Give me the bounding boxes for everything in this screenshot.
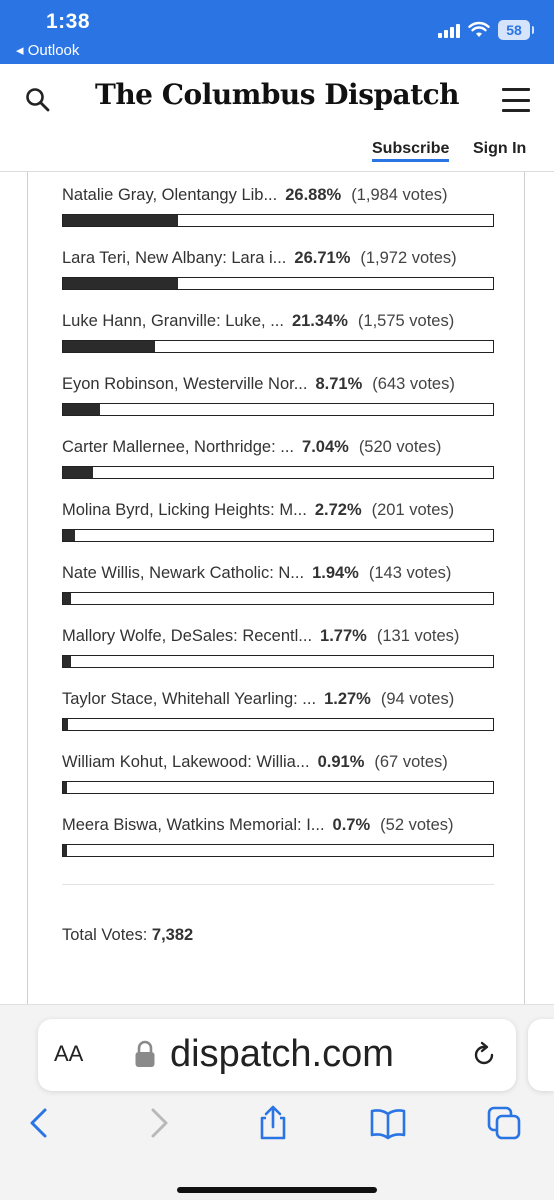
lock-icon bbox=[134, 1039, 156, 1069]
subscribe-link[interactable]: Subscribe bbox=[372, 140, 449, 162]
poll-option-votes: (1,575 votes) bbox=[357, 312, 455, 330]
poll-option-bar-fill bbox=[63, 656, 71, 667]
poll-option-name: Nate Willis, Newark Catholic: N... bbox=[62, 564, 305, 582]
poll-option-name: Lara Teri, New Albany: Lara i... bbox=[62, 249, 287, 267]
poll-option-percent: 8.71% bbox=[315, 375, 363, 393]
poll-option-bar bbox=[62, 529, 494, 542]
poll-option-name: Carter Mallernee, Northridge: ... bbox=[62, 438, 295, 456]
poll-option-line bbox=[62, 690, 494, 714]
total-votes-value: 7,382 bbox=[151, 926, 194, 944]
poll-option-votes: (52 votes) bbox=[380, 816, 454, 834]
total-votes bbox=[62, 926, 193, 945]
poll-option-votes: (201 votes) bbox=[371, 501, 455, 519]
poll-option-bar bbox=[62, 781, 494, 794]
poll-option-votes: (1,984 votes) bbox=[351, 186, 448, 204]
poll-option bbox=[62, 564, 494, 620]
poll-option-bar-fill bbox=[63, 341, 155, 352]
poll-option-bar-fill bbox=[63, 404, 100, 415]
poll-option-votes: (643 votes) bbox=[372, 375, 455, 393]
poll-option-bar-fill bbox=[63, 845, 67, 856]
url-text[interactable]: dispatch.com bbox=[170, 1033, 394, 1075]
poll-option-name: Eyon Robinson, Westerville Nor... bbox=[62, 375, 308, 393]
battery-icon: 58 bbox=[498, 20, 530, 40]
reader-options-button[interactable]: AA bbox=[54, 1041, 84, 1066]
next-tab-preview[interactable] bbox=[528, 1019, 554, 1091]
poll-option-line bbox=[62, 186, 494, 210]
sign-in-link[interactable]: Sign In bbox=[473, 140, 527, 157]
home-indicator bbox=[177, 1187, 377, 1193]
site-header bbox=[0, 64, 554, 172]
wifi-icon bbox=[468, 21, 490, 39]
poll-option-bar bbox=[62, 844, 494, 857]
poll-option-votes: (520 votes) bbox=[358, 438, 442, 456]
poll-option-bar-fill bbox=[63, 215, 178, 226]
browser-toolbar bbox=[0, 1004, 554, 1200]
cellular-signal-icon bbox=[438, 22, 460, 38]
poll-option-bar bbox=[62, 718, 494, 731]
poll-option-bar-fill bbox=[63, 719, 68, 730]
poll-option-percent: 1.77% bbox=[320, 627, 367, 645]
masthead-logo[interactable]: The Columbus Dispatch bbox=[94, 78, 460, 111]
poll-option-name: Molina Byrd, Licking Heights: M... bbox=[62, 501, 307, 519]
poll-option-line bbox=[62, 627, 494, 651]
address-bar[interactable] bbox=[38, 1019, 516, 1091]
poll-option-name: Taylor Stace, Whitehall Yearling: ... bbox=[62, 690, 317, 708]
poll-option-line bbox=[62, 753, 494, 777]
poll-option-votes: (1,972 votes) bbox=[360, 249, 457, 267]
poll-option-line bbox=[62, 375, 494, 399]
poll-option-percent: 1.94% bbox=[312, 564, 359, 582]
poll-option bbox=[62, 249, 494, 305]
poll-option-bar-fill bbox=[63, 593, 71, 604]
tabs-icon[interactable] bbox=[486, 1105, 522, 1141]
poll-option-name: William Kohut, Lakewood: Willia... bbox=[62, 753, 310, 771]
poll-option-percent: 21.34% bbox=[291, 312, 348, 330]
poll-option-line bbox=[62, 249, 494, 273]
status-time: 1:38 bbox=[46, 10, 91, 33]
poll-option-bar bbox=[62, 466, 494, 479]
poll-option-line bbox=[62, 312, 494, 336]
poll-option bbox=[62, 690, 494, 746]
poll-option bbox=[62, 375, 494, 431]
poll-option-line bbox=[62, 438, 494, 462]
poll-option-bar bbox=[62, 214, 494, 227]
poll-option bbox=[62, 501, 494, 557]
poll-option-percent: 1.27% bbox=[324, 690, 371, 708]
poll-option-percent: 0.91% bbox=[317, 753, 365, 771]
poll-option-percent: 7.04% bbox=[302, 438, 349, 456]
poll-option-percent: 26.88% bbox=[285, 186, 342, 204]
poll-option-votes: (143 votes) bbox=[368, 564, 452, 582]
poll-option bbox=[62, 753, 494, 809]
back-arrow-icon[interactable] bbox=[22, 1105, 58, 1141]
poll-option-votes: (131 votes) bbox=[376, 627, 460, 645]
forward-arrow-icon[interactable] bbox=[140, 1105, 176, 1141]
poll-option-name: Natalie Gray, Olentangy Lib... bbox=[62, 186, 278, 204]
divider bbox=[62, 884, 494, 885]
poll-option-percent: 2.72% bbox=[314, 501, 362, 519]
poll-option bbox=[62, 186, 494, 242]
poll-option-votes: (94 votes) bbox=[380, 690, 455, 708]
poll-option bbox=[62, 627, 494, 683]
hamburger-menu-icon[interactable] bbox=[502, 88, 530, 112]
poll-option-bar-fill bbox=[63, 530, 75, 541]
poll-option-bar bbox=[62, 592, 494, 605]
poll-option-name: Mallory Wolfe, DeSales: Recentl... bbox=[62, 627, 313, 645]
poll-option-bar-fill bbox=[63, 278, 178, 289]
poll-option bbox=[62, 816, 494, 872]
share-icon[interactable] bbox=[255, 1105, 291, 1141]
back-to-app-link[interactable]: ◂ Outlook bbox=[16, 42, 80, 59]
poll-option-bar bbox=[62, 403, 494, 416]
bookmarks-icon[interactable] bbox=[370, 1105, 406, 1141]
reload-icon[interactable] bbox=[470, 1041, 498, 1069]
poll-option-percent: 0.7% bbox=[332, 816, 371, 834]
poll-option-name: Luke Hann, Granville: Luke, ... bbox=[62, 312, 284, 330]
poll-option-votes: (67 votes) bbox=[374, 753, 448, 771]
total-votes-label: Total Votes: bbox=[62, 926, 148, 944]
poll-option-bar-fill bbox=[63, 782, 67, 793]
poll-option-bar-fill bbox=[63, 467, 93, 478]
poll-option-line bbox=[62, 564, 494, 588]
poll-option-line bbox=[62, 501, 494, 525]
poll-option-percent: 26.71% bbox=[294, 249, 351, 267]
status-bar bbox=[0, 0, 554, 64]
status-indicators bbox=[438, 20, 530, 40]
poll-option-bar bbox=[62, 655, 494, 668]
poll-option-bar bbox=[62, 277, 494, 290]
poll-option-line bbox=[62, 816, 494, 840]
poll-option-bar bbox=[62, 340, 494, 353]
poll-option-name: Meera Biswa, Watkins Memorial: I... bbox=[62, 816, 325, 834]
poll-results-card bbox=[27, 172, 525, 1012]
poll-option bbox=[62, 312, 494, 368]
poll-option bbox=[62, 438, 494, 494]
